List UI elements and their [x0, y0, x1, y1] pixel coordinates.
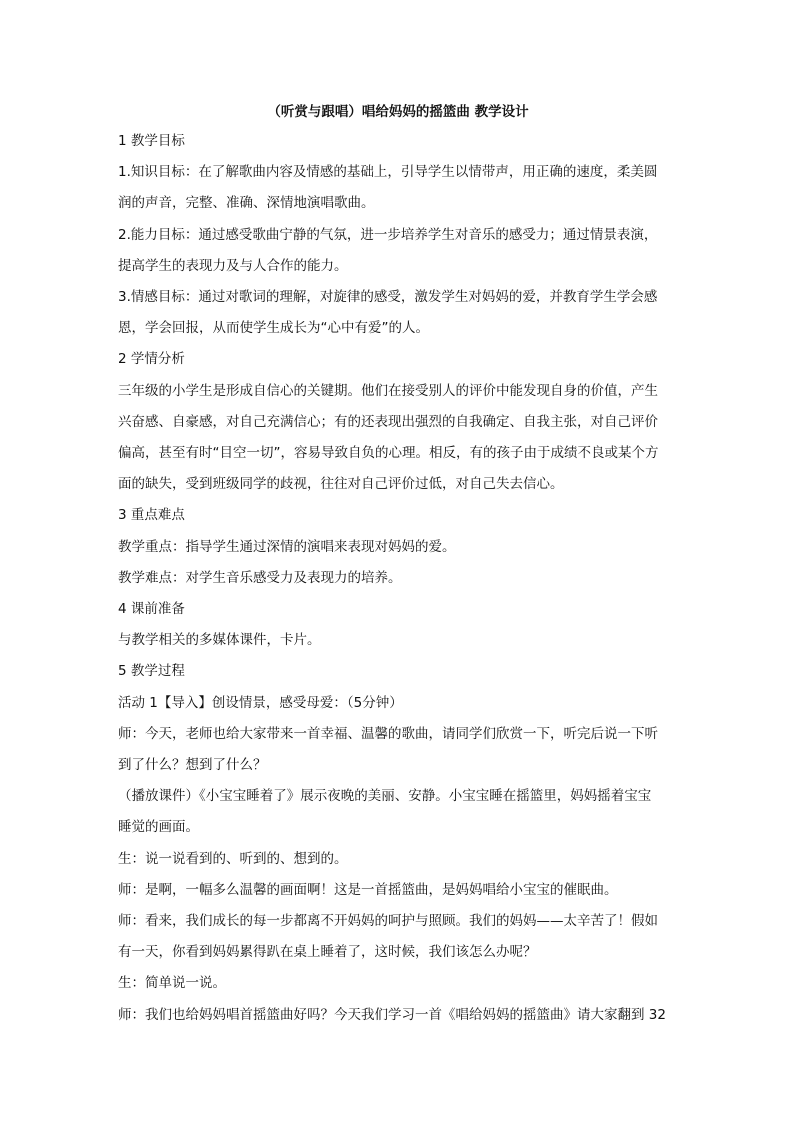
paragraph-line: 1.知识目标：在了解歌曲内容及情感的基础上，引导学生以情带声，用正确的速度，柔美圆 — [118, 164, 658, 181]
paragraph-line: 2.能力目标：通过感受歌曲宁静的气氛，进一步培养学生对音乐的感受力；通过情景表演， — [118, 226, 658, 243]
paragraph-line: 睡觉的画面。 — [118, 819, 199, 836]
paragraph-line: 偏高，甚至有时“目空一切”，容易导致自负的心理。相反，有的孩子由于成绩不良或某个方 — [118, 445, 659, 462]
paragraph-line: 师：是啊，一幅多么温馨的画面啊！这是一首摇篮曲，是妈妈唱给小宝宝的催眠曲。 — [118, 881, 618, 898]
paragraph-line: 教学难点：对学生音乐感受力及表现力的培养。 — [118, 569, 402, 586]
paragraph-line: （播放课件）《小宝宝睡着了》展示夜晚的美丽、安静。小宝宝睡在摇篮里，妈妈摇着宝宝 — [118, 788, 652, 805]
paragraph-line: 兴奋感、自豪感，对自己充满信心；有的还表现出强烈的自我确定、自我主张，对自己评价 — [118, 413, 658, 430]
paragraph-line: 提高学生的表现力及与人合作的能力。 — [118, 257, 348, 274]
section-heading-key-points: 3 重点难点 — [118, 507, 185, 524]
section-heading-teaching-process: 5 教学过程 — [118, 663, 185, 680]
paragraph-line: 教学重点：指导学生通过深情的演唱来表现对妈妈的爱。 — [118, 538, 456, 555]
section-heading-student-analysis: 2 学情分析 — [118, 351, 185, 368]
section-heading-preparation: 4 课前准备 — [118, 601, 185, 618]
paragraph-line: 师：我们也给妈妈唱首摇篮曲好吗？今天我们学习一首《唱给妈妈的摇篮曲》请大家翻到 32 — [118, 1006, 666, 1023]
document-body — [118, 100, 678, 1031]
paragraph-line: 到了什么？想到了什么？ — [118, 757, 267, 774]
activity-heading: 活动 1【导入】创设情景，感受母爱：（5分钟） — [118, 694, 403, 711]
paragraph-line: 生：说一说看到的、听到的、想到的。 — [118, 850, 348, 867]
paragraph-line: 师：看来，我们成长的每一步都离不开妈妈的呵护与照顾。我们的妈妈——太辛苦了！假如 — [118, 913, 658, 930]
paragraph-line: 生：简单说一说。 — [118, 975, 226, 992]
paragraph-line: 有一天，你看到妈妈累得趴在桌上睡着了，这时候，我们该怎么办呢？ — [118, 944, 537, 961]
paragraph-line: 三年级的小学生是形成自信心的关键期。他们在接受别人的评价中能发现自身的价值，产生 — [118, 382, 658, 399]
document-title: （听赏与跟唱）唱给妈妈的摇篮曲 教学设计 — [267, 104, 529, 120]
paragraph-line: 3.情感目标：通过对歌词的理解，对旋律的感受，激发学生对妈妈的爱，并教育学生学会感 — [118, 289, 658, 306]
paragraph-line: 润的声音，完整、准确、深情地演唱歌曲。 — [118, 195, 375, 212]
paragraph-line: 面的缺失，受到班级同学的歧视，往往对自己评价过低，对自己失去信心。 — [118, 476, 564, 493]
section-heading-teaching-goals: 1 教学目标 — [118, 133, 185, 149]
paragraph-line: 师：今天，老师也给大家带来一首幸福、温馨的歌曲，请同学们欣赏一下，听完后说一下听 — [118, 725, 658, 742]
paragraph-line: 与教学相关的多媒体课件，卡片。 — [118, 632, 321, 649]
paragraph-line: 恩，学会回报，从而使学生成长为“心中有爱”的人。 — [118, 320, 429, 337]
